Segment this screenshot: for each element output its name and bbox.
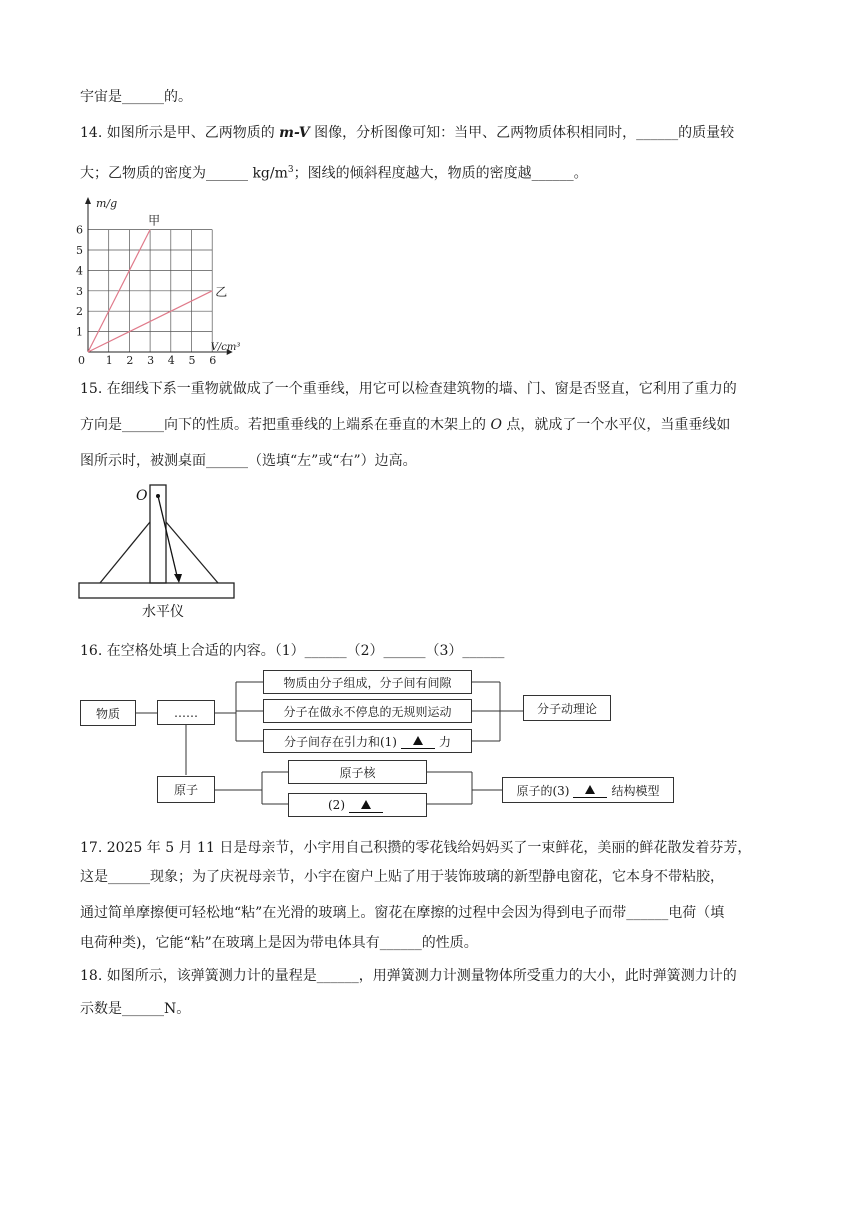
- q18-line-1: 18. 如图所示，该弹簧测力计的量程是______，用弹簧测力计测量物体所受重力的大小，此时弹簧测力计的: [80, 968, 737, 984]
- q14-text-d: ；图线的倾斜程度越大，物质的密度越______。: [293, 165, 588, 182]
- box-principle-3: [263, 729, 472, 753]
- box-theory: [523, 695, 611, 721]
- model-label: 原子的(3): [516, 783, 570, 798]
- box-model: [502, 777, 674, 803]
- y-tick-label: 3: [76, 284, 83, 298]
- q14-text-a: 14. 如图所示是甲、乙两物质的: [80, 125, 280, 141]
- box-dots: [157, 700, 215, 725]
- principle-1-label: 物质由分子组成，分子间有间隙: [283, 675, 452, 690]
- q17-line-4: 电荷种类)，它能“粘”在玻璃上是因为带电体具有______的性质。: [80, 935, 478, 951]
- box-dots-label: ……: [174, 705, 198, 720]
- y-tick-label: 4: [76, 264, 83, 278]
- q17-line-3: 通过简单摩擦便可轻松地“粘”在光滑的玻璃上。窗花在摩擦的过程中会因为得到电子而带______电荷（填: [80, 905, 725, 921]
- box-principle-2: [263, 699, 472, 723]
- q18-line-2: 示数是______N。: [80, 1001, 191, 1017]
- box-matter: [80, 700, 136, 726]
- x-tick-label: 0: [78, 354, 85, 367]
- theory-label: 分子动理论: [536, 701, 597, 716]
- q15-text-b: 点，就成了一个水平仪，当重垂线如: [501, 417, 731, 433]
- x-tick-label: 3: [147, 354, 155, 367]
- principle-3-suffix: 力: [438, 734, 451, 749]
- x-tick-label: 6: [209, 354, 217, 367]
- x-tick-label: 4: [167, 354, 175, 367]
- blank-2: [349, 797, 383, 813]
- series-label-jia: 甲: [148, 213, 161, 228]
- q14-mv: m-V: [279, 125, 310, 141]
- blank-1: [401, 733, 435, 749]
- model-suffix: 结构模型: [611, 783, 660, 798]
- box-atom: [157, 776, 215, 803]
- q14-text-c: 大；乙物质的密度为______ kg/m: [80, 165, 288, 182]
- atom-label: 原子: [173, 783, 198, 797]
- level-o-label: O: [136, 488, 148, 504]
- y-tick-label: 6: [76, 223, 83, 237]
- principle-2-label: 分子在做永不停息的无规则运动: [283, 704, 452, 719]
- x-tick-label: 1: [105, 354, 113, 367]
- q15-line-3: 图所示时，被测桌面______（选填“左”或“右”）边高。: [80, 453, 417, 469]
- y-tick-label: 5: [76, 244, 83, 257]
- q15-line-1: 15. 在细线下系一重物就做成了一个重垂线，用它可以检查建筑物的墙、门、窗是否竖直，它利用了重力的: [80, 381, 737, 397]
- nucleus-label: 原子核: [339, 765, 376, 780]
- triangle-icon: [361, 800, 371, 809]
- series-label-yi: 乙: [215, 284, 228, 299]
- x-tick-label: 5: [188, 354, 196, 367]
- y-axis-label: m/g: [96, 197, 118, 210]
- q17-line-2: 这是______现象；为了庆祝母亲节，小宇在窗户上贴了用于装饰玻璃的新型静电窗花，它本身不带粘胶，: [80, 869, 724, 885]
- triangle-icon: [585, 785, 595, 794]
- q13-tail: 宇宙是______的。: [80, 89, 192, 105]
- box-principle-1: [263, 670, 472, 694]
- y-tick-label: 1: [76, 325, 83, 339]
- box-blank-2: [288, 793, 427, 817]
- box-matter-label: 物质: [95, 706, 120, 721]
- blank-3: [573, 782, 607, 798]
- q14-text-b: 图像，分析图像可知：当甲、乙两物质体积相同时，______的质量较: [309, 125, 735, 141]
- q14-sup: 3: [287, 165, 294, 175]
- q15-o: O: [490, 417, 502, 433]
- level-caption: 水平仪: [142, 604, 184, 620]
- blank-2-label: (2): [328, 798, 345, 812]
- triangle-icon: [413, 736, 423, 745]
- box-nucleus: [288, 760, 427, 784]
- y-tick-label: 2: [76, 305, 83, 319]
- x-tick-label: 2: [126, 354, 134, 367]
- q16-line: 16. 在空格处填上合适的内容。（1）______（2）______（3）______: [80, 643, 505, 659]
- q17-line-1: 17. 2025 年 5 月 11 日是母亲节，小宇用自己积攒的零花钱给妈妈买了一束鲜花，美丽的鲜花散发着芬芳，: [80, 840, 752, 856]
- principle-3-label: 分子间存在引力和(1): [283, 734, 397, 749]
- q15-text-a: 方向是______向下的性质。若把重垂线的上端系在垂直的木架上的: [80, 417, 491, 433]
- x-axis-label: V/cm³: [210, 342, 241, 353]
